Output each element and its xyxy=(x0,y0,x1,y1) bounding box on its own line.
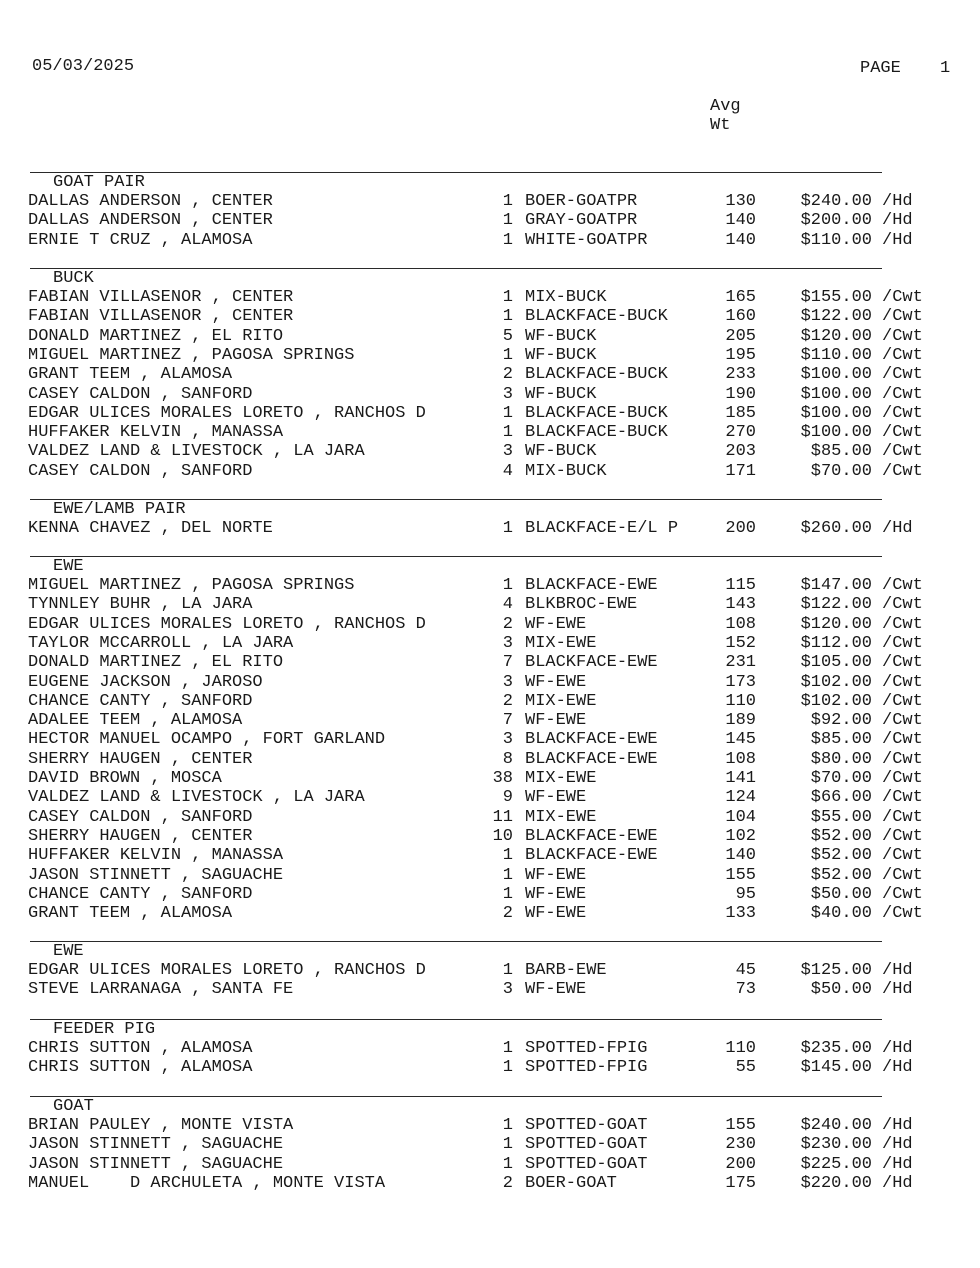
head-count: 1 xyxy=(502,307,513,327)
avg-weight: 104 xyxy=(725,807,756,827)
price-unit: /Cwt xyxy=(882,326,923,346)
lot-description: WF-EWE xyxy=(525,865,587,885)
lot-description: BLACKFACE-EWE xyxy=(525,576,658,595)
head-count: 8 xyxy=(502,749,513,769)
head-count: 2 xyxy=(502,691,513,711)
price-unit: /Cwt xyxy=(882,288,923,307)
section-title: FEEDER PIG xyxy=(53,1020,156,1039)
table-row xyxy=(0,595,980,614)
table-row xyxy=(0,1135,980,1154)
price: $220.00 xyxy=(800,1173,872,1193)
table-row xyxy=(0,615,980,634)
price: $40.00 xyxy=(810,904,872,924)
table-row xyxy=(0,750,980,769)
head-count: 3 xyxy=(502,730,513,750)
table-row xyxy=(0,327,980,346)
lot-description: SPOTTED-FPIG xyxy=(525,1058,648,1078)
table-row xyxy=(0,192,980,211)
column-header-avg: Avg xyxy=(710,97,741,116)
buyer-name: GRANT TEEM , ALAMOSA xyxy=(28,904,233,924)
column-header-wt: Wt xyxy=(710,116,731,135)
lot-description: BLACKFACE-E/L P xyxy=(525,519,679,538)
price: $50.00 xyxy=(810,980,872,1000)
price-unit: /Hd xyxy=(882,1154,913,1174)
head-count: 11 xyxy=(492,807,513,827)
avg-weight: 130 xyxy=(725,192,756,211)
price: $147.00 xyxy=(800,576,872,595)
price: $240.00 xyxy=(800,192,872,211)
price-unit: /Cwt xyxy=(882,576,923,595)
lot-description: BOER-GOAT xyxy=(525,1173,617,1193)
head-count: 1 xyxy=(502,345,513,365)
head-count: 1 xyxy=(502,1058,513,1078)
price: $100.00 xyxy=(800,423,872,443)
table-row xyxy=(0,404,980,423)
price-unit: /Cwt xyxy=(882,384,923,404)
table-row xyxy=(0,885,980,904)
buyer-name: STEVE LARRANAGA , SANTA FE xyxy=(28,980,294,1000)
avg-weight: 108 xyxy=(725,749,756,769)
price-unit: /Hd xyxy=(882,1173,913,1193)
table-row xyxy=(0,1155,980,1174)
buyer-name: CHRIS SUTTON , ALAMOSA xyxy=(28,1058,253,1078)
table-row xyxy=(0,1116,980,1135)
lot-description: MIX-EWE xyxy=(525,769,597,788)
price: $240.00 xyxy=(800,1116,872,1135)
price: $122.00 xyxy=(800,595,872,615)
price-unit: /Hd xyxy=(882,519,913,538)
lot-description: WF-EWE xyxy=(525,980,587,1000)
head-count: 1 xyxy=(502,519,513,538)
lot-description: WF-BUCK xyxy=(525,345,597,365)
price: $200.00 xyxy=(800,211,872,231)
lot-description: BLACKFACE-BUCK xyxy=(525,307,668,327)
lot-description: BLACKFACE-BUCK xyxy=(525,365,668,385)
avg-weight: 195 xyxy=(725,345,756,365)
price-unit: /Cwt xyxy=(882,403,923,423)
head-count: 9 xyxy=(502,788,513,808)
table-row xyxy=(0,365,980,384)
lot-description: WF-EWE xyxy=(525,711,587,731)
head-count: 2 xyxy=(502,614,513,634)
section-title: GOAT xyxy=(53,1097,94,1116)
avg-weight: 155 xyxy=(725,865,756,885)
lot-description: WF-EWE xyxy=(525,884,587,904)
buyer-name: DALLAS ANDERSON , CENTER xyxy=(28,211,273,231)
avg-weight: 55 xyxy=(735,1058,756,1078)
avg-weight: 124 xyxy=(725,788,756,808)
price-unit: /Cwt xyxy=(882,865,923,885)
head-count: 2 xyxy=(502,904,513,924)
lot-description: BLACKFACE-EWE xyxy=(525,826,658,846)
table-row xyxy=(0,711,980,730)
buyer-name: DONALD MARTINEZ , EL RITO xyxy=(28,653,284,673)
buyer-name: VALDEZ LAND & LIVESTOCK , LA JARA xyxy=(28,442,365,462)
head-count: 1 xyxy=(502,884,513,904)
price: $260.00 xyxy=(800,519,872,538)
price-unit: /Cwt xyxy=(882,672,923,692)
price: $110.00 xyxy=(800,230,872,250)
avg-weight: 115 xyxy=(725,576,756,595)
buyer-name: ERNIE T CRUZ , ALAMOSA xyxy=(28,230,253,250)
price: $92.00 xyxy=(810,711,872,731)
price-unit: /Cwt xyxy=(882,904,923,924)
lot-description: MIX-BUCK xyxy=(525,288,607,307)
avg-weight: 141 xyxy=(725,769,756,788)
table-row xyxy=(0,346,980,365)
price: $120.00 xyxy=(800,326,872,346)
lot-description: MIX-BUCK xyxy=(525,461,607,481)
table-row xyxy=(0,980,980,999)
price: $52.00 xyxy=(810,865,872,885)
price: $70.00 xyxy=(810,461,872,481)
price-unit: /Cwt xyxy=(882,307,923,327)
buyer-name: MIGUEL MARTINEZ , PAGOSA SPRINGS xyxy=(28,576,355,595)
lot-description: WF-EWE xyxy=(525,904,587,924)
lot-description: WHITE-GOATPR xyxy=(525,230,648,250)
lot-description: GRAY-GOATPR xyxy=(525,211,638,231)
head-count: 7 xyxy=(502,653,513,673)
price-unit: /Cwt xyxy=(882,633,923,653)
lot-description: WF-BUCK xyxy=(525,326,597,346)
avg-weight: 233 xyxy=(725,365,756,385)
table-row xyxy=(0,653,980,672)
table-row xyxy=(0,519,980,538)
price: $85.00 xyxy=(810,442,872,462)
price-unit: /Cwt xyxy=(882,595,923,615)
page-label: PAGE xyxy=(860,59,901,78)
buyer-name: KENNA CHAVEZ , DEL NORTE xyxy=(28,519,273,538)
lot-description: BLACKFACE-EWE xyxy=(525,846,658,866)
head-count: 1 xyxy=(502,961,513,980)
lot-description: WF-BUCK xyxy=(525,442,597,462)
lot-description: WF-EWE xyxy=(525,672,587,692)
lot-description: MIX-EWE xyxy=(525,633,597,653)
section-divider xyxy=(30,1096,882,1097)
buyer-name: EDGAR ULICES MORALES LORETO , RANCHOS D xyxy=(28,961,426,980)
head-count: 3 xyxy=(502,980,513,1000)
price: $125.00 xyxy=(800,961,872,980)
table-row xyxy=(0,231,980,250)
price-unit: /Cwt xyxy=(882,788,923,808)
buyer-name: EUGENE JACKSON , JAROSO xyxy=(28,672,263,692)
buyer-name: CASEY CALDON , SANFORD xyxy=(28,807,253,827)
avg-weight: 185 xyxy=(725,403,756,423)
price: $55.00 xyxy=(810,807,872,827)
head-count: 1 xyxy=(502,1039,513,1058)
table-row xyxy=(0,827,980,846)
price: $100.00 xyxy=(800,384,872,404)
table-row xyxy=(0,288,980,307)
section-title: EWE xyxy=(53,942,84,961)
avg-weight: 73 xyxy=(735,980,756,1000)
price: $102.00 xyxy=(800,672,872,692)
section-title: EWE/LAMB PAIR xyxy=(53,500,186,519)
head-count: 2 xyxy=(502,1173,513,1193)
buyer-name: HUFFAKER KELVIN , MANASSA xyxy=(28,423,284,443)
table-row xyxy=(0,788,980,807)
price: $235.00 xyxy=(800,1039,872,1058)
head-count: 1 xyxy=(502,288,513,307)
head-count: 1 xyxy=(502,230,513,250)
price-unit: /Cwt xyxy=(882,884,923,904)
avg-weight: 140 xyxy=(725,846,756,866)
table-row xyxy=(0,1058,980,1077)
buyer-name: JASON STINNETT , SAGUACHE xyxy=(28,865,284,885)
table-row xyxy=(0,808,980,827)
price-unit: /Hd xyxy=(882,961,913,980)
head-count: 1 xyxy=(502,1116,513,1135)
table-row xyxy=(0,385,980,404)
price-unit: /Hd xyxy=(882,230,913,250)
price: $110.00 xyxy=(800,345,872,365)
avg-weight: 108 xyxy=(725,614,756,634)
lot-description: BLKBROC-EWE xyxy=(525,595,638,615)
price-unit: /Hd xyxy=(882,980,913,1000)
table-row xyxy=(0,307,980,326)
avg-weight: 230 xyxy=(725,1135,756,1155)
price-unit: /Cwt xyxy=(882,423,923,443)
buyer-name: SHERRY HAUGEN , CENTER xyxy=(28,749,253,769)
lot-description: SPOTTED-GOAT xyxy=(525,1116,648,1135)
head-count: 3 xyxy=(502,672,513,692)
price: $155.00 xyxy=(800,288,872,307)
table-row xyxy=(0,846,980,865)
price-unit: /Cwt xyxy=(882,614,923,634)
lot-description: BLACKFACE-EWE xyxy=(525,749,658,769)
avg-weight: 155 xyxy=(725,1116,756,1135)
table-row xyxy=(0,442,980,461)
price-unit: /Hd xyxy=(882,211,913,231)
lot-description: WF-EWE xyxy=(525,614,587,634)
buyer-name: CHANCE CANTY , SANFORD xyxy=(28,884,253,904)
price-unit: /Hd xyxy=(882,1135,913,1155)
table-row xyxy=(0,1039,980,1058)
head-count: 3 xyxy=(502,633,513,653)
head-count: 1 xyxy=(502,1154,513,1174)
buyer-name: SHERRY HAUGEN , CENTER xyxy=(28,826,253,846)
head-count: 1 xyxy=(502,865,513,885)
section-divider xyxy=(30,941,882,942)
head-count: 7 xyxy=(502,711,513,731)
avg-weight: 152 xyxy=(725,633,756,653)
head-count: 4 xyxy=(502,461,513,481)
price-unit: /Hd xyxy=(882,1058,913,1078)
avg-weight: 173 xyxy=(725,672,756,692)
buyer-name: EDGAR ULICES MORALES LORETO , RANCHOS D xyxy=(28,614,426,634)
price: $105.00 xyxy=(800,653,872,673)
avg-weight: 270 xyxy=(725,423,756,443)
price: $52.00 xyxy=(810,826,872,846)
price-unit: /Cwt xyxy=(882,826,923,846)
buyer-name: VALDEZ LAND & LIVESTOCK , LA JARA xyxy=(28,788,365,808)
price: $230.00 xyxy=(800,1135,872,1155)
section-title: BUCK xyxy=(53,269,94,288)
buyer-name: DAVID BROWN , MOSCA xyxy=(28,769,222,788)
avg-weight: 165 xyxy=(725,288,756,307)
buyer-name: TYNNLEY BUHR , LA JARA xyxy=(28,595,253,615)
buyer-name: FABIAN VILLASENOR , CENTER xyxy=(28,288,294,307)
buyer-name: FABIAN VILLASENOR , CENTER xyxy=(28,307,294,327)
lot-description: BLACKFACE-BUCK xyxy=(525,423,668,443)
section-divider xyxy=(30,268,882,269)
buyer-name: DONALD MARTINEZ , EL RITO xyxy=(28,326,284,346)
price: $112.00 xyxy=(800,633,872,653)
lot-description: MIX-EWE xyxy=(525,807,597,827)
price: $225.00 xyxy=(800,1154,872,1174)
buyer-name: JASON STINNETT , SAGUACHE xyxy=(28,1154,284,1174)
price: $120.00 xyxy=(800,614,872,634)
avg-weight: 160 xyxy=(725,307,756,327)
buyer-name: MANUEL D ARCHULETA , MONTE VISTA xyxy=(28,1173,386,1193)
price-unit: /Hd xyxy=(882,192,913,211)
section-title: GOAT PAIR xyxy=(53,173,145,192)
buyer-name: JASON STINNETT , SAGUACHE xyxy=(28,1135,284,1155)
avg-weight: 143 xyxy=(725,595,756,615)
price: $80.00 xyxy=(810,749,872,769)
page-number: 1 xyxy=(940,59,951,78)
price-unit: /Cwt xyxy=(882,711,923,731)
lot-description: BLACKFACE-BUCK xyxy=(525,403,668,423)
head-count: 3 xyxy=(502,442,513,462)
price: $100.00 xyxy=(800,403,872,423)
head-count: 1 xyxy=(502,846,513,866)
buyer-name: HUFFAKER KELVIN , MANASSA xyxy=(28,846,284,866)
section-divider xyxy=(30,1019,882,1020)
head-count: 2 xyxy=(502,365,513,385)
avg-weight: 200 xyxy=(725,1154,756,1174)
avg-weight: 110 xyxy=(725,1039,756,1058)
avg-weight: 205 xyxy=(725,326,756,346)
head-count: 10 xyxy=(492,826,513,846)
buyer-name: EDGAR ULICES MORALES LORETO , RANCHOS D xyxy=(28,403,426,423)
avg-weight: 140 xyxy=(725,211,756,231)
table-row xyxy=(0,692,980,711)
price: $52.00 xyxy=(810,846,872,866)
head-count: 38 xyxy=(492,769,513,788)
avg-weight: 231 xyxy=(725,653,756,673)
avg-weight: 133 xyxy=(725,904,756,924)
head-count: 1 xyxy=(502,576,513,595)
report-date: 05/03/2025 xyxy=(32,57,135,76)
price-unit: /Hd xyxy=(882,1039,913,1058)
buyer-name: HECTOR MANUEL OCAMPO , FORT GARLAND xyxy=(28,730,386,750)
table-row xyxy=(0,211,980,230)
table-row xyxy=(0,961,980,980)
price-unit: /Cwt xyxy=(882,442,923,462)
table-row xyxy=(0,904,980,923)
buyer-name: GRANT TEEM , ALAMOSA xyxy=(28,365,233,385)
avg-weight: 190 xyxy=(725,384,756,404)
lot-description: MIX-EWE xyxy=(525,691,597,711)
head-count: 3 xyxy=(502,384,513,404)
lot-description: SPOTTED-GOAT xyxy=(525,1154,648,1174)
lot-description: SPOTTED-GOAT xyxy=(525,1135,648,1155)
price: $85.00 xyxy=(810,730,872,750)
table-row xyxy=(0,634,980,653)
avg-weight: 140 xyxy=(725,230,756,250)
head-count: 5 xyxy=(502,326,513,346)
lot-description: WF-BUCK xyxy=(525,384,597,404)
buyer-name: CASEY CALDON , SANFORD xyxy=(28,461,253,481)
avg-weight: 102 xyxy=(725,826,756,846)
table-row xyxy=(0,423,980,442)
price: $50.00 xyxy=(810,884,872,904)
avg-weight: 189 xyxy=(725,711,756,731)
head-count: 4 xyxy=(502,595,513,615)
price-unit: /Cwt xyxy=(882,807,923,827)
price-unit: /Cwt xyxy=(882,345,923,365)
price: $66.00 xyxy=(810,788,872,808)
table-row xyxy=(0,730,980,749)
section-title: EWE xyxy=(53,557,84,576)
head-count: 1 xyxy=(502,403,513,423)
head-count: 1 xyxy=(502,192,513,211)
avg-weight: 200 xyxy=(725,519,756,538)
price-unit: /Cwt xyxy=(882,769,923,788)
buyer-name: BRIAN PAULEY , MONTE VISTA xyxy=(28,1116,294,1135)
table-row xyxy=(0,576,980,595)
avg-weight: 95 xyxy=(735,884,756,904)
avg-weight: 145 xyxy=(725,730,756,750)
head-count: 1 xyxy=(502,1135,513,1155)
buyer-name: CHANCE CANTY , SANFORD xyxy=(28,691,253,711)
head-count: 1 xyxy=(502,211,513,231)
table-row xyxy=(0,866,980,885)
avg-weight: 203 xyxy=(725,442,756,462)
price-unit: /Hd xyxy=(882,1116,913,1135)
price-unit: /Cwt xyxy=(882,749,923,769)
lot-description: BOER-GOATPR xyxy=(525,192,638,211)
price-unit: /Cwt xyxy=(882,846,923,866)
price: $102.00 xyxy=(800,691,872,711)
lot-description: BLACKFACE-EWE xyxy=(525,730,658,750)
avg-weight: 110 xyxy=(725,691,756,711)
buyer-name: CASEY CALDON , SANFORD xyxy=(28,384,253,404)
table-row xyxy=(0,769,980,788)
buyer-name: TAYLOR MCCARROLL , LA JARA xyxy=(28,633,294,653)
price-unit: /Cwt xyxy=(882,691,923,711)
section-divider xyxy=(30,172,882,173)
table-row xyxy=(0,1174,980,1193)
price-unit: /Cwt xyxy=(882,730,923,750)
lot-description: SPOTTED-FPIG xyxy=(525,1039,648,1058)
price: $100.00 xyxy=(800,365,872,385)
avg-weight: 171 xyxy=(725,461,756,481)
price-unit: /Cwt xyxy=(882,365,923,385)
buyer-name: MIGUEL MARTINEZ , PAGOSA SPRINGS xyxy=(28,345,355,365)
table-row xyxy=(0,462,980,481)
price: $122.00 xyxy=(800,307,872,327)
table-row xyxy=(0,673,980,692)
buyer-name: ADALEE TEEM , ALAMOSA xyxy=(28,711,243,731)
price: $145.00 xyxy=(800,1058,872,1078)
price-unit: /Cwt xyxy=(882,653,923,673)
lot-description: BARB-EWE xyxy=(525,961,607,980)
price-unit: /Cwt xyxy=(882,461,923,481)
buyer-name: CHRIS SUTTON , ALAMOSA xyxy=(28,1039,253,1058)
avg-weight: 45 xyxy=(735,961,756,980)
lot-description: WF-EWE xyxy=(525,788,587,808)
price: $70.00 xyxy=(810,769,872,788)
head-count: 1 xyxy=(502,423,513,443)
buyer-name: DALLAS ANDERSON , CENTER xyxy=(28,192,273,211)
lot-description: BLACKFACE-EWE xyxy=(525,653,658,673)
avg-weight: 175 xyxy=(725,1173,756,1193)
section-divider xyxy=(30,556,882,557)
